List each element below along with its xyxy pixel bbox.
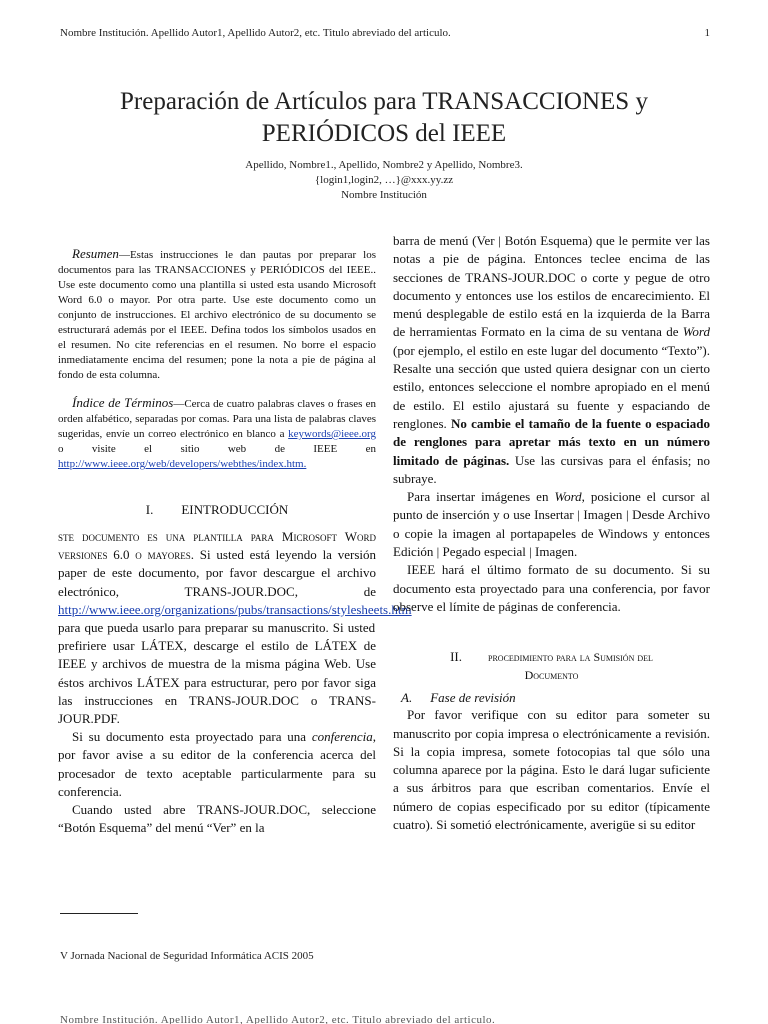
- subsection-heading: [401, 690, 710, 706]
- right-paragraph-4: Por favor verifique con su editor para someter su manuscrito por copia impresa o electrónicamente a revisión. Si la copia impresa, somete fotocopias tal que sólo una columna aparece por la página. Esto le dará lugar suficiente a sus árbitros para que escriban comentarios. Envíe el número de copias especificado por su editor (típicamente cuatro). Si sometió electrónicamente, averigüe si su editor: [393, 707, 710, 833]
- right-paragraph-1: [393, 232, 710, 488]
- next-page-header-cut: Nombre Institución. Apellido Autor1, Apellido Autor2, etc. Titulo abreviado del articulo.: [60, 1014, 496, 1024]
- right-paragraph-3: IEEE hará el último formato de su documento. Si su documento esta proyectado para una conferencia, por favor observe el límite de páginas de conferencia.: [393, 562, 710, 614]
- section-title: EINTRODUCCIÓN: [181, 502, 289, 517]
- right-p2-a: Para insertar imágenes en: [407, 489, 555, 505]
- right-p1-c: Use las cursivas para el énfasis; no subraye.: [393, 452, 710, 486]
- subsection-number: A.: [401, 690, 413, 706]
- section-heading-introduccion: [58, 502, 376, 518]
- right-p1-b: (por ejemplo, el estilo en este lugar del documento “Texto”). Resalte una sección que usted quiera designar con un cierto estilo, entonces seleccione el nombre apropiado en el menú de estilo. El estilo ajustará su fuente y espaciando de renglones.: [393, 342, 710, 431]
- index-terms-text-2: o visite el sitio web de IEEE en: [58, 443, 376, 455]
- right-paragraph-2: [393, 488, 710, 561]
- title-line-1: Preparación de Artículos para TRANSACCIONES y: [120, 88, 648, 115]
- author-names: Apellido, Nombre1., Apellido, Nombre2 y Apellido, Nombre3.: [245, 159, 523, 171]
- stylesheets-link[interactable]: http://www.ieee.org/organizations/pubs/transactions/stylesheets.htm: [58, 601, 412, 617]
- keywords-email-link[interactable]: keywords@ieee.org: [288, 428, 376, 440]
- right-p1-bold: No cambie el tamaño de la fuente o espaciado de renglones para apretar más texto en un número limitado de páginas.: [393, 415, 711, 468]
- intro-p2-b: , por favor avise a su editor de la conferencia acerca del procesador de texto aceptable particularmente para su conferencia.: [58, 729, 376, 799]
- intro-p2-em: conferencia: [311, 729, 373, 745]
- intro-text: . Si usted está leyendo la versión paper de este documento, por favor descargue el archivo electrónico, TRANS-JOUR.DOC, de: [58, 547, 376, 599]
- index-terms-text-1: —Cerca de cuatro palabras claves o frases en orden alfabético, separadas por comas. Para una lista de palabras claves sugeridas, envíe un correo electrónico en blanco a: [58, 398, 376, 440]
- right-p1-a: barra de menú (Ver | Botón Esquema) que le permite ver las notas a pie de página. Entonces teclee encima de las secciones de TRANS-JOUR.DOC o corte y pegue de otro documento y entonces use los estilos de encarecimiento. El menú desplegable de estilo está en la izquierda de la Barra de herramientas Formato en la cima de su ventana de: [393, 233, 710, 340]
- intro-text-2: para que pueda usarlo para preparar su manuscrito. Si usted prefiriere usar LÁTEX, descarge el estilo de LÁTEX de IEEE y archivos de muestra de la misma página Web. Use éstos archivos LÁTEX para estructurar, pero por favor siga las instrucciones en TRANS-JOUR.DOC o TRANS-JOUR.PDF.: [58, 620, 376, 727]
- index-terms: [58, 395, 376, 472]
- right-column: [393, 232, 710, 834]
- conference-footer: V Jornada Nacional de Seguridad Informática ACIS 2005: [60, 950, 314, 962]
- abstract-text: —Estas instrucciones le dan pautas por preparar los documentos para las TRANSACCIONES y PERIÓDICOS del IEEE.. Use este documento como una plantilla si usted esta usando Microsoft Word 6.0 o mayor. Por otra parte. Use este documento como un conjunto de instrucciones. El archivo electrónico de su documento se estructurará además por el IEEE. Defina todos los símbolos usados en el resumen. No cite referencias en el resumen. No borre el espacio inmediatamente encima del resumen; pone la nota a pie de página al fondo de esta columna.: [58, 249, 376, 381]
- author-block: [0, 158, 768, 203]
- abstract: [58, 246, 376, 383]
- title-line-2: PERIÓDICOS del IEEE: [261, 120, 507, 147]
- right-p1-em: Word: [682, 324, 710, 340]
- section-number: I.: [145, 502, 154, 517]
- right-p2-b: , posicione el cursor al punto de inserción y o use Insertar | Imagen | Desde Archivo o copie la imagen al portapapeles de Windows y entonces Edición | Pegado especial | Imagen.: [393, 489, 710, 560]
- right-p2-em: Word: [554, 489, 582, 505]
- paper-title: [0, 86, 768, 150]
- intro-paragraph-1: [58, 528, 412, 728]
- abstract-lead: Resumen: [72, 246, 119, 261]
- page-number: 1: [704, 27, 710, 39]
- intro-paragraph-2: [58, 728, 376, 801]
- index-terms-lead: Índice de Términos: [72, 395, 174, 410]
- ieee-thesaurus-link[interactable]: http://www.ieee.org/web/developers/webthes/index.htm.: [58, 458, 307, 470]
- subsection-title: Fase de revisión: [430, 690, 516, 706]
- running-title: Nombre Institución. Apellido Autor1, Apellido Autor2, etc. Titulo abreviado del articulo.: [60, 27, 451, 39]
- left-column: [58, 232, 412, 837]
- section2-number: II.: [450, 649, 462, 665]
- section-heading-procedimiento: [393, 648, 710, 684]
- intro-p2-a: Si su documento esta proyectado para una: [72, 729, 312, 745]
- footnote-rule: [60, 913, 138, 914]
- author-emails: {login1,login2, …}@xxx.yy.zz: [314, 174, 454, 186]
- intro-smallcaps-lead: ste documento es una plantilla para Microsoft Word versiones 6.0 o mayores: [58, 529, 376, 563]
- author-institution: Nombre Institución: [341, 189, 427, 201]
- section2-title-a: procedimiento para la Sumisión del: [488, 650, 653, 665]
- running-header: [60, 27, 710, 39]
- section2-title-b: Documento: [524, 668, 579, 683]
- intro-paragraph-3: Cuando usted abre TRANS-JOUR.DOC, seleccione “Botón Esquema” del menú “Ver” en la: [58, 802, 376, 836]
